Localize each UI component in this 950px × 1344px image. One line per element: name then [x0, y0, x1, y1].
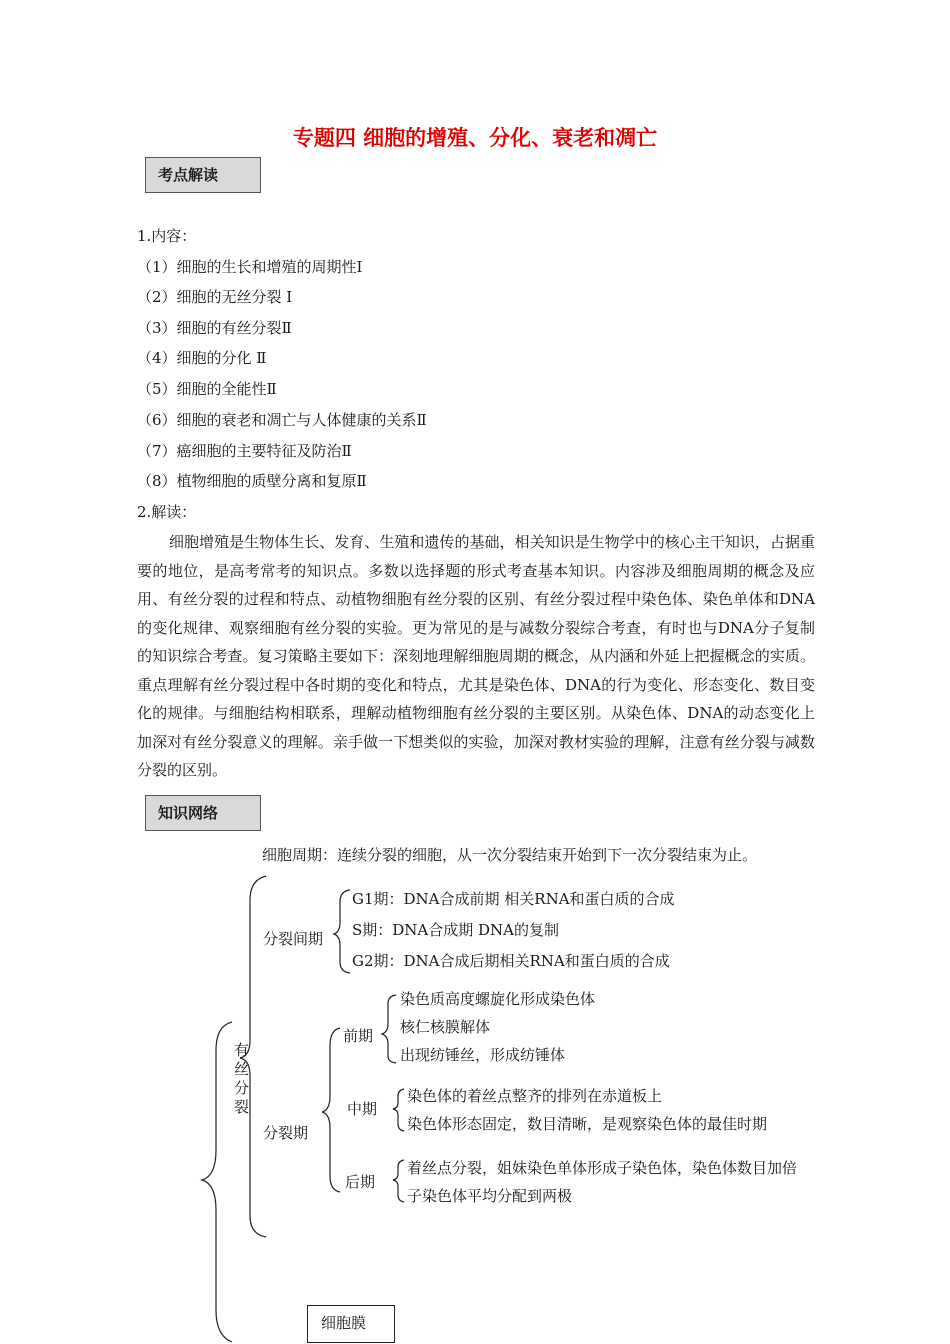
prophase-label: 前期	[343, 1027, 374, 1045]
interphase-brace	[334, 890, 350, 973]
content-heading: 1.内容：	[137, 227, 197, 245]
interphase-item: G1期：DNA合成前期 相关RNA和蛋白质的合成	[352, 890, 675, 908]
content-item: （1）细胞的生长和增殖的周期性Ⅰ	[137, 258, 363, 276]
content-item: （5）细胞的全能性Ⅱ	[137, 380, 277, 398]
metaphase-item: 染色体形态固定，数目清晰，是观察染色体的最佳时期	[407, 1115, 768, 1133]
interphase-label: 分裂间期	[263, 930, 324, 948]
page-title: 专题四 细胞的增殖、分化、衰老和凋亡	[292, 126, 658, 150]
division-brace	[322, 1028, 340, 1192]
section-header-reading: 考点解读	[145, 157, 261, 193]
anaphase-item: 子染色体平均分配到两极	[407, 1187, 573, 1205]
content-item: （6）细胞的衰老和凋亡与人体健康的关系Ⅱ	[137, 411, 427, 429]
anaphase-brace	[393, 1160, 404, 1202]
metaphase-brace	[393, 1089, 404, 1131]
content-item: （8）植物细胞的质壁分离和复原Ⅱ	[137, 472, 367, 490]
content-item: （3）细胞的有丝分裂Ⅱ	[137, 319, 292, 337]
content-item: （2）细胞的无丝分裂 Ⅰ	[137, 288, 293, 306]
prophase-item: 出现纺锤丝，形成纺锤体	[400, 1046, 566, 1064]
anaphase-label: 后期	[345, 1173, 376, 1191]
prophase-item: 染色质高度螺旋化形成染色体	[400, 990, 596, 1008]
prophase-item: 核仁核膜解体	[400, 1018, 491, 1036]
mitosis-label: 有丝分裂	[234, 1041, 250, 1116]
cell-cycle-definition: 细胞周期：连续分裂的细胞，从一次分裂结束开始到下一次分裂结束为止。	[262, 846, 758, 864]
content-item: （7）癌细胞的主要特征及防治Ⅱ	[137, 442, 352, 460]
interphase-item: G2期：DNA合成后期相关RNA和蛋白质的合成	[352, 952, 670, 970]
prophase-brace	[382, 995, 396, 1063]
interphase-item: S期：DNA合成期 DNA的复制	[352, 921, 560, 939]
interpret-paragraph: 细胞增殖是生物体生长、发育、生殖和遗传的基础，相关知识是生物学中的核心主干知识，占据重要的地位，是高考常考的知识点。多数以选择题的形式考查基本知识。内容涉及细胞周期的概念及应用、有丝分裂的过程和特点、动植物细胞有丝分裂的区别、有丝分裂过程中染色体、染色单体和DNA的变化规律、观察细胞有丝分裂的实验。更为常见的是与减数分裂综合考查，有时也与DNA分子复制的知识综合考查。复习策略主要如下：深刻地理解细胞周期的概念，从内涵和外延上把握概念的实质。重点理解有丝分裂过程中各时期的变化和特点，尤其是染色体、DNA的行为变化、形态变化、数目变化的规律。与细胞结构相联系，理解动植物细胞有丝分裂的主要区别。从染色体、DNA的动态变化上加深对有丝分裂意义的理解。亲手做一下想类似的实验，加深对教材实验的理解，注意有丝分裂与减数分裂的区别。	[137, 533, 815, 779]
anaphase-item: 着丝点分裂，姐妹染色单体形成子染色体，染色体数目加倍	[407, 1159, 798, 1177]
interpret-heading: 2.解读：	[137, 503, 197, 521]
cell-membrane-box: 细胞膜	[307, 1305, 395, 1343]
metaphase-label: 中期	[347, 1100, 378, 1118]
division-phase-label: 分裂期	[263, 1124, 309, 1142]
metaphase-item: 染色体的着丝点整齐的排列在赤道板上	[407, 1087, 663, 1105]
outer-brace	[202, 1022, 232, 1342]
section-header-network: 知识网络	[145, 795, 261, 831]
content-item: （4）细胞的分化 Ⅱ	[137, 349, 267, 367]
